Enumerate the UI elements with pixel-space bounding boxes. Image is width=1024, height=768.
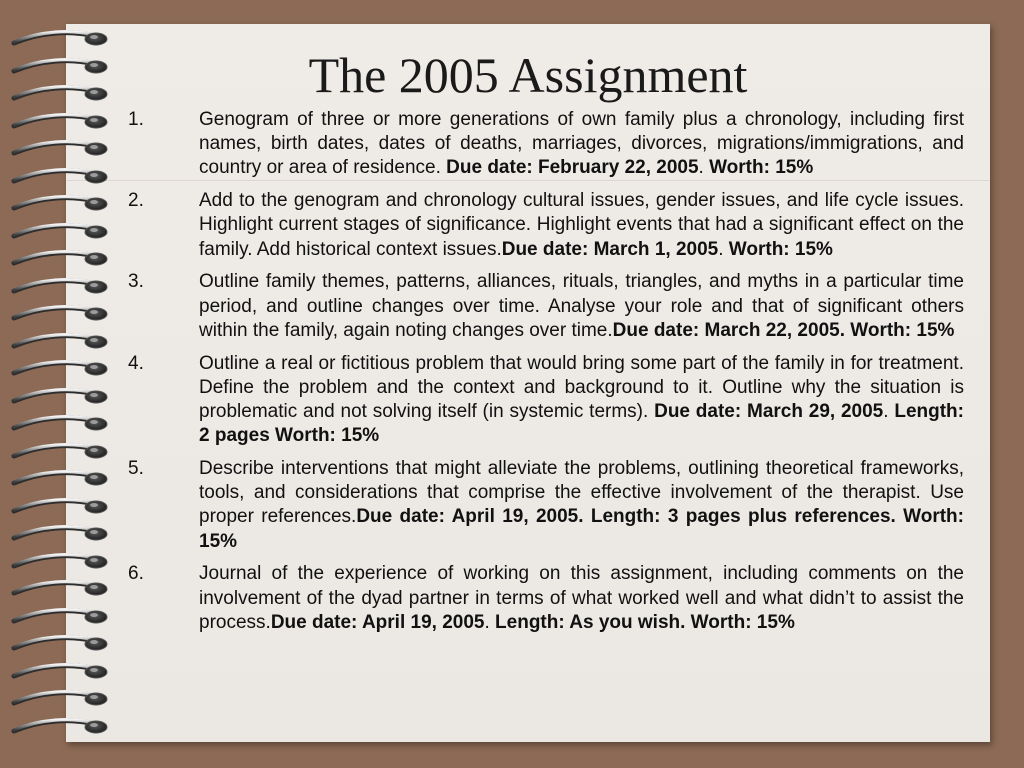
spiral-ring xyxy=(0,331,120,353)
spiral-ring xyxy=(0,248,120,270)
spiral-ring xyxy=(0,358,120,380)
list-item xyxy=(128,189,964,262)
spiral-ring xyxy=(0,276,120,298)
list-item xyxy=(128,270,964,343)
spiral-ring xyxy=(0,166,120,188)
spiral-ring xyxy=(0,523,120,545)
spiral-ring xyxy=(0,633,120,655)
list-item xyxy=(128,108,964,181)
item-text: Journal of the experience of working on this assignment, including comments on the involvement of the dyad partner in terms of what worked well and what didn’t to assist the process.Due date: April 19, 2005. Length: As you wish. Worth: 15% xyxy=(199,563,964,633)
item-number: 2. xyxy=(128,190,144,212)
spiral-ring xyxy=(0,716,120,738)
spiral-binding xyxy=(0,10,130,750)
spiral-ring xyxy=(0,578,120,600)
item-text: Outline a real or fictitious problem that would bring some part of the family in for treatment. Define the problem and the context and background to it. Outline why the situation is problematic and not solving itself (in systemic terms). Due date: March 29, 2005. Length: 2 pages Worth: 15% xyxy=(199,352,964,447)
spiral-ring xyxy=(0,193,120,215)
item-number: 1. xyxy=(128,109,144,130)
list-item xyxy=(128,562,964,635)
spiral-ring xyxy=(0,606,120,628)
item-number: 4. xyxy=(128,352,144,374)
spiral-ring xyxy=(0,221,120,243)
assignment-list xyxy=(128,108,964,644)
spiral-ring xyxy=(0,111,120,133)
item-text: Outline family themes, patterns, alliances, rituals, triangles, and myths in a particular time period, and outline changes over time. Analyse your role and that of significant others within the family, again noting changes over time.Due date: March 22, 2005. Worth: 15% xyxy=(199,271,964,341)
spiral-ring xyxy=(0,303,120,325)
item-number: 5. xyxy=(128,458,144,480)
list-item xyxy=(128,457,964,554)
spiral-ring xyxy=(0,413,120,435)
spiral-ring xyxy=(0,496,120,518)
item-text: Describe interventions that might alleviate the problems, outlining theoretical frameworks, tools, and considerations that comprise the effective involvement of the therapist. Use proper references.Due date: April 19, 2005. Length: 3 pages plus references. Worth: 15% xyxy=(199,458,964,552)
spiral-ring xyxy=(0,688,120,710)
spiral-ring xyxy=(0,386,120,408)
spiral-ring xyxy=(0,551,120,573)
item-number: 6. xyxy=(128,563,144,585)
spiral-ring xyxy=(0,468,120,490)
spiral-ring xyxy=(0,138,120,160)
page-title: The 2005 Assignment xyxy=(308,47,748,103)
item-text: Add to the genogram and chronology cultural issues, gender issues, and life cycle issues. Highlight current stages of significance. Highlight events that had a significant effect on the family. Add historical context issues.Due date: March 1, 2005. Worth: 15% xyxy=(199,190,964,260)
spiral-ring xyxy=(0,441,120,463)
item-text: Genogram of three or more generations of own family plus a chronology, including first names, birth dates, dates of deaths, marriages, divorces, migrations/immigrations, and country or area of residence. Due date: February 22, 2005. Worth: 15% xyxy=(199,109,964,179)
list-item xyxy=(128,352,964,449)
spiral-ring xyxy=(0,661,120,683)
item-number: 3. xyxy=(128,271,144,293)
